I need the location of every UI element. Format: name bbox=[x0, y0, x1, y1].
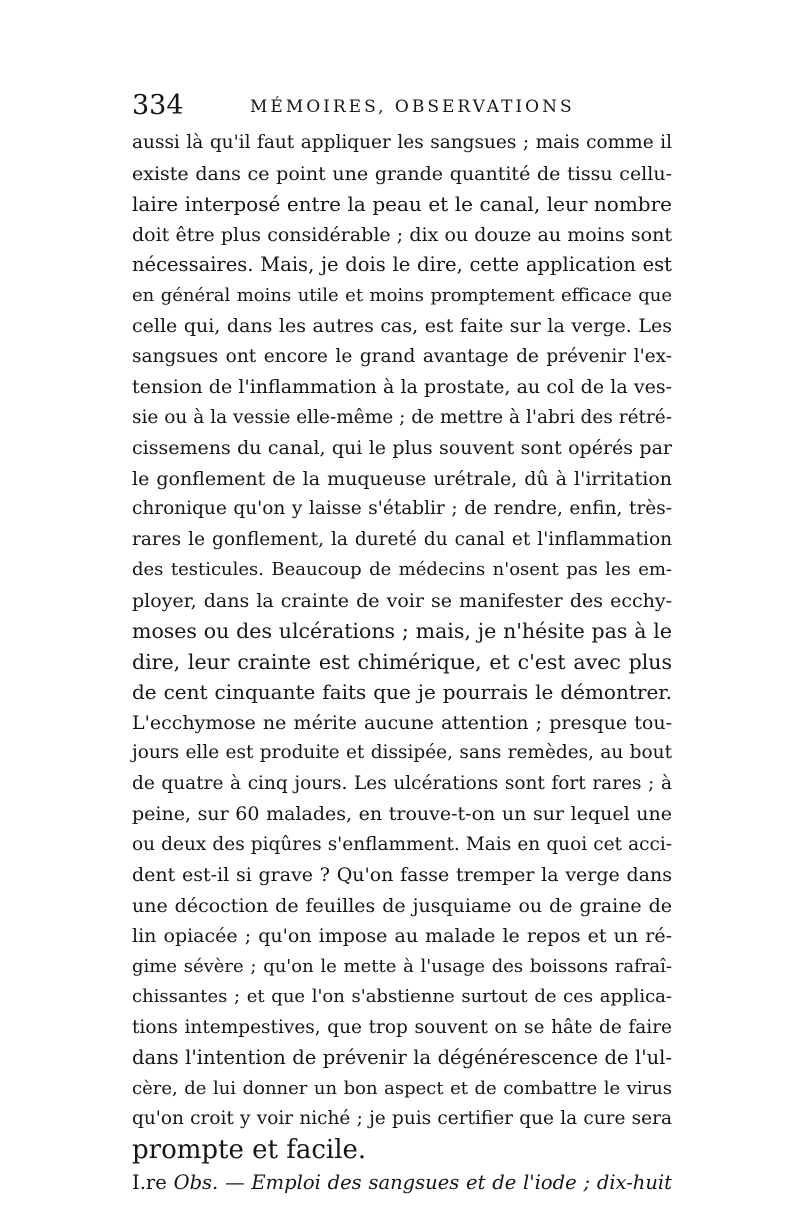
text-line: doit être plus considérable ; dix ou douze au moins sont bbox=[132, 223, 672, 246]
text-line: moses ou des ulcérations ; mais, je n'hésite pas à le bbox=[132, 619, 672, 643]
text-line: des testicules. Beaucoup de médecins n'osent pas les em- bbox=[132, 559, 672, 580]
text-line: prompte et facile. bbox=[132, 1134, 367, 1165]
text-line: dans l'intention de prévenir la dégénérescence de l'ul- bbox=[132, 1046, 672, 1069]
text-line: gime sévère ; qu'on le mette à l'usage des boissons rafraî- bbox=[132, 955, 672, 977]
text-line: sie ou à la vessie elle-même ; de mettre à l'abri des rétré- bbox=[132, 406, 672, 428]
text-line: tions intempestives, que trop souvent on se hâte de faire bbox=[132, 1016, 672, 1038]
text-line: aussi là qu'il faut appliquer les sangsues ; mais comme il bbox=[132, 132, 672, 153]
text-line: de cent cinquante faits que je pourrais le démontrer. bbox=[132, 680, 672, 704]
paragraph bbox=[132, 128, 672, 1165]
text-line: cissemens du canal, qui le plus souvent sont opérés par bbox=[132, 437, 672, 459]
text-line: laire interposé entre la peau et le canal, leur nombre bbox=[132, 192, 672, 216]
body-text bbox=[132, 128, 672, 1201]
text-line: peine, sur 60 malades, en trouve-t-on un sur lequel une bbox=[132, 803, 672, 825]
text-line: une décoction de feuilles de jusquiame ou de graine de bbox=[132, 894, 672, 917]
text-line: rares le gonflement, la dureté du canal et l'inflammation bbox=[132, 528, 672, 550]
text-line: le gonflement de la muqueuse urétrale, dû à l'irritation bbox=[132, 467, 672, 490]
text-line: dire, leur crainte est chimérique, et c'est avec plus bbox=[132, 649, 672, 674]
observation-number: I.re bbox=[132, 1171, 167, 1194]
text-line: jours elle est produite et dissipée, sans remèdes, au bout bbox=[132, 742, 672, 763]
text-line: existe dans ce point une grande quantité de tissu cellu- bbox=[132, 162, 672, 185]
text-line: de quatre à cinq jours. Les ulcérations sont fort rares ; à bbox=[132, 772, 672, 794]
text-line: cère, de lui donner un bon aspect et de combattre le virus bbox=[132, 1077, 672, 1099]
text-line: dent est-il si grave ? Qu'on fasse tremper la verge dans bbox=[132, 864, 672, 886]
text-line: celle qui, dans les autres cas, est faite sur la verge. Les bbox=[132, 315, 672, 337]
text-line: lin opiacée ; qu'on impose au malade le repos et un ré- bbox=[132, 925, 672, 947]
text-line: qu'on croit y voir niché ; je puis certifier que la cure sera bbox=[132, 1108, 672, 1129]
text-line: L'ecchymose ne mérite aucune attention ; presque tou- bbox=[132, 711, 672, 734]
observation-heading bbox=[132, 1165, 672, 1201]
text-line: chissantes ; et que l'on s'abstienne surtout de ces applica- bbox=[132, 986, 672, 1007]
text-line: chronique qu'on y laisse s'établir ; de rendre, enfin, très- bbox=[132, 498, 672, 519]
observation-dash: — bbox=[225, 1171, 245, 1194]
observation-title: Emploi des sangsues et de l'iode ; dix-huit bbox=[251, 1171, 672, 1194]
text-line: tension de l'inflammation à la prostate, au col de la ves- bbox=[132, 376, 672, 398]
text-line: ou deux des piqûres s'enflamment. Mais en quoi cet acci- bbox=[132, 833, 672, 855]
page-header bbox=[132, 86, 672, 126]
text-line: nécessaires. Mais, je dois le dire, cette application est bbox=[132, 253, 672, 276]
text-line: en général moins utile et moins promptement efficace que bbox=[132, 284, 672, 306]
text-line: sangsues ont encore le grand avantage de prévenir l'ex- bbox=[132, 345, 672, 367]
observation-label: Obs. bbox=[173, 1171, 219, 1194]
running-title: MÉMOIRES, OBSERVATIONS bbox=[250, 97, 575, 117]
page-number: 334 bbox=[132, 90, 184, 121]
text-line: ployer, dans la crainte de voir se manifester des ecchy- bbox=[132, 589, 672, 612]
